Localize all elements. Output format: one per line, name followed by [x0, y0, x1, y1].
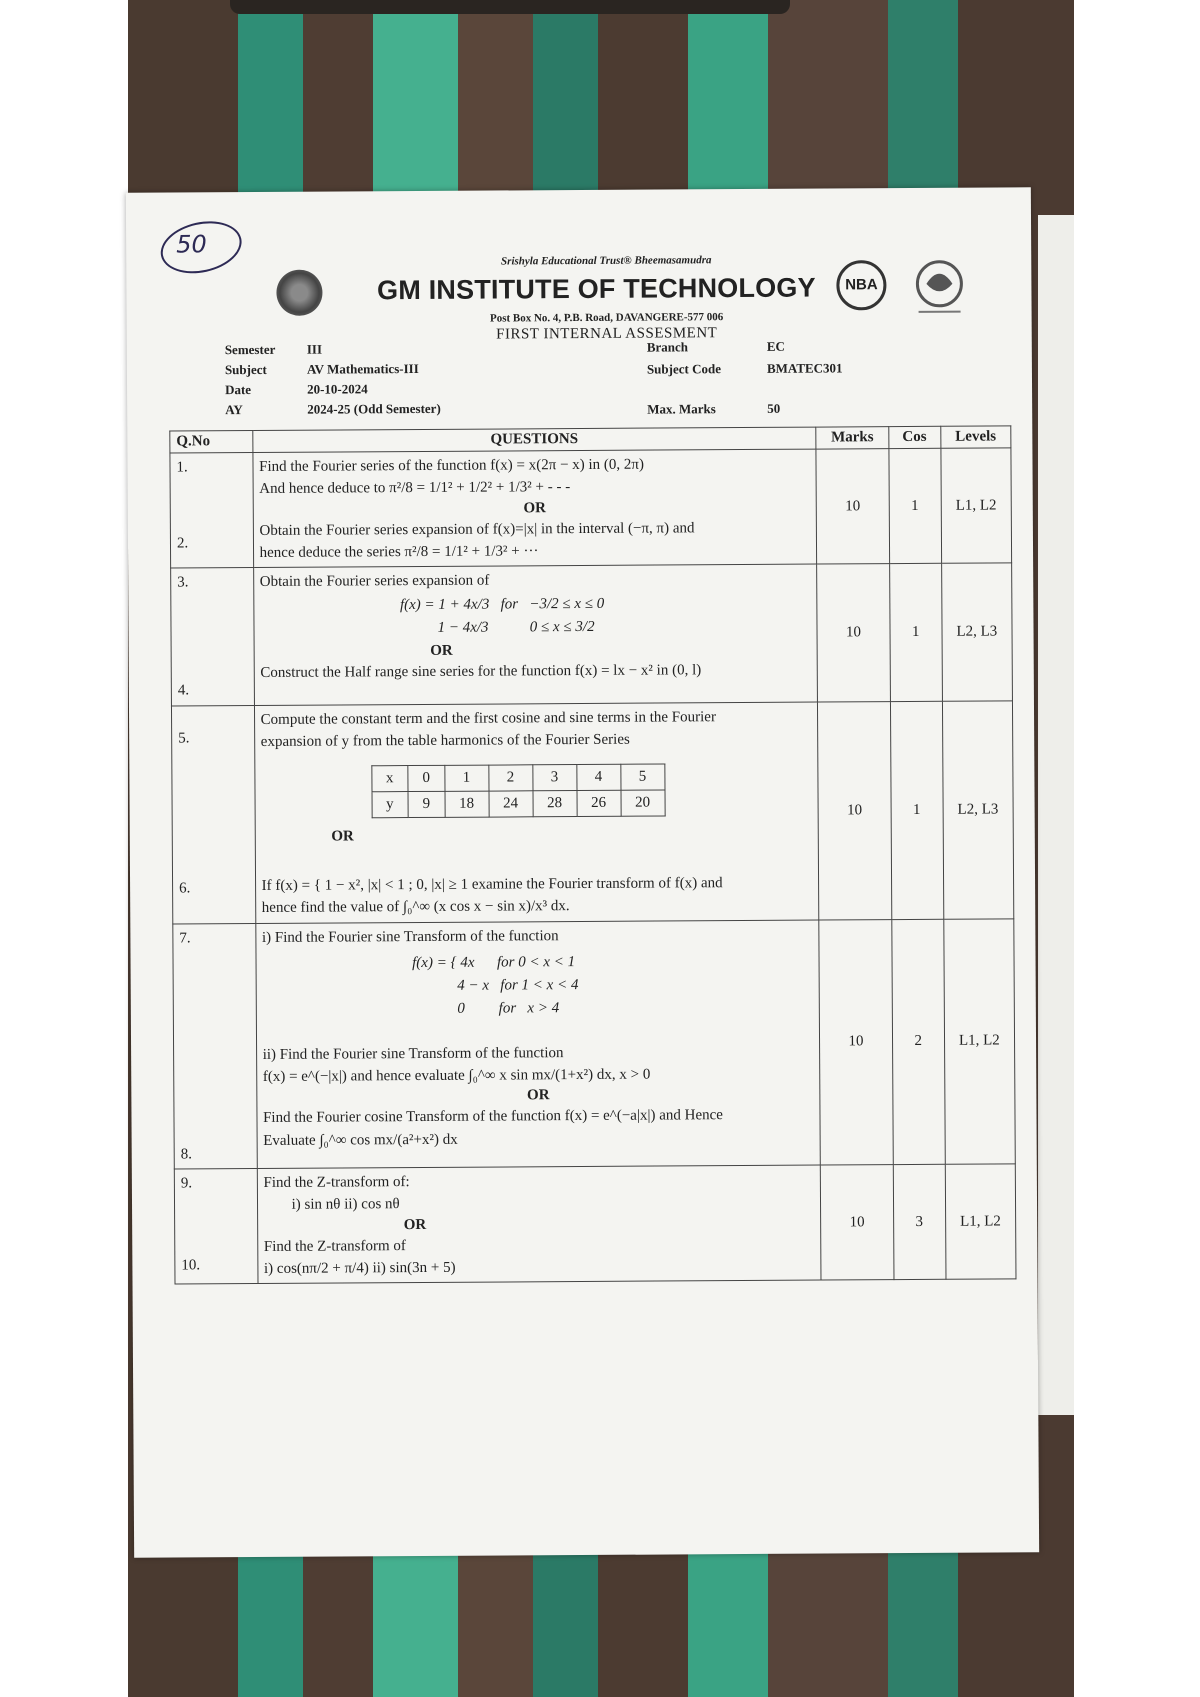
qno-cell: [174, 1168, 257, 1284]
subject-label: Subject: [224, 361, 267, 378]
table-row: [170, 448, 1012, 568]
y-value: 26: [577, 790, 621, 816]
question-text: i) Find the Fourier sine Transform of the function: [261, 927, 559, 946]
question-text: Construct the Half range sine series for the function f(x) = lx − x² in (0, l): [260, 662, 702, 682]
question-number: 3.: [177, 574, 189, 591]
levels-cell: L2, L3: [941, 563, 1012, 701]
question-number: 6.: [179, 880, 191, 897]
levels-cell: L2, L3: [942, 700, 1014, 918]
institute-name: GM INSTITUTE OF TECHNOLOGY: [376, 272, 816, 306]
ay-value: 2024-25 (Odd Semester): [307, 400, 441, 417]
y-value: 28: [533, 791, 577, 817]
or-separator: OR: [331, 828, 354, 845]
cos-cell: 3: [893, 1164, 946, 1279]
subject-value: AV Mathematics-III: [306, 360, 419, 377]
exam-paper: [126, 187, 1039, 1558]
qno-cell: [171, 568, 254, 706]
qno-cell: [171, 705, 255, 924]
question-text: i) cos(nπ/2 + π/4) ii) sin(3n + 5): [263, 1259, 456, 1277]
question-number: 10.: [181, 1257, 201, 1274]
marks-cell: 10: [821, 1165, 894, 1280]
institute-address: Post Box No. 4, P.B. Road, DAVANGERE-577 006: [489, 311, 724, 325]
question-text: Obtain the Fourier series expansion of: [259, 572, 490, 590]
question-number: 8.: [180, 1146, 193, 1163]
piecewise-line: f(x) = { 4x for 0 < x < 1: [412, 953, 576, 971]
marks-cell: 10: [816, 449, 889, 564]
x-value: 2: [488, 765, 532, 791]
branch-label: Branch: [646, 339, 689, 355]
y-value: 9: [408, 791, 445, 817]
affiliation-logo-icon: [906, 254, 972, 320]
question-number: 2.: [176, 535, 189, 552]
x-value: 5: [620, 764, 664, 790]
y-label: y: [372, 792, 409, 818]
subject-code-value: BMATEC301: [766, 360, 843, 376]
levels-cell: L1, L2: [945, 1164, 1016, 1279]
x-value: 4: [576, 764, 620, 790]
branch-value: EC: [766, 338, 785, 354]
question-cell: [254, 702, 819, 923]
cos-header: Cos: [888, 426, 940, 448]
questions-header: QUESTIONS: [252, 427, 816, 452]
marks-cell: 10: [817, 564, 890, 702]
y-value: 20: [621, 790, 665, 816]
or-separator: OR: [403, 1216, 427, 1233]
x-label: x: [371, 766, 408, 792]
or-separator: OR: [523, 499, 546, 516]
table-row: [174, 1164, 1016, 1284]
question-text: And hence deduce to π²/8 = 1/1² + 1/2² + 1/3² + - - -: [259, 479, 571, 498]
or-separator: OR: [430, 643, 453, 660]
max-marks-label: Max. Marks: [647, 401, 716, 417]
question-number: 1.: [176, 459, 188, 476]
marks-cell: 10: [818, 701, 892, 919]
qno-header: Q.No: [170, 431, 253, 454]
table-row: [171, 700, 1013, 923]
levels-cell: L1, L2: [943, 918, 1015, 1164]
qno-cell: [170, 453, 253, 569]
question-number: 9.: [180, 1175, 193, 1192]
question-text: Find the Z-transform of:: [263, 1174, 410, 1191]
exam-title: FIRST INTERNAL ASSESMENT: [496, 325, 718, 343]
question-cell: [253, 564, 818, 705]
table-row: [171, 563, 1013, 706]
question-text: expansion of y from the table harmonics of the Fourier Series: [260, 731, 630, 750]
data-row-y: [372, 790, 665, 818]
questions-table: [169, 425, 1016, 1284]
question-text: Find the Z-transform of: [263, 1237, 406, 1255]
question-text: If f(x) = { 1 − x², |x| < 1 ; 0, |x| ≥ 1 examine the Fourier transform of f(x) and: [261, 875, 723, 894]
question-cell: [252, 449, 816, 567]
question-number: 5.: [178, 729, 190, 746]
question-text: f(x) = e^(−|x|) and hence evaluate ∫₀^∞ x sin mx/(1+x²) dx, x > 0: [262, 1066, 651, 1085]
harmonic-data-table: [371, 763, 665, 818]
cos-cell: 1: [889, 563, 942, 701]
qno-cell: [173, 923, 257, 1169]
table-row: [173, 918, 1015, 1169]
handwritten-mark: 50: [176, 230, 207, 259]
cos-cell: 1: [889, 448, 942, 563]
y-value: 24: [489, 791, 533, 817]
question-text: Evaluate ∫₀^∞ cos mx/(a²+x²) dx: [263, 1131, 458, 1149]
question-text: ii) Find the Fourier sine Transform of the function: [262, 1044, 564, 1063]
question-text: Find the Fourier series of the function f(x) = x(2π − x) in (0, 2π): [259, 456, 645, 475]
data-row-x: [371, 764, 664, 792]
semester-value: III: [306, 341, 323, 357]
trust-name: Srishyla Educational Trust® Bheemasamudra: [500, 254, 712, 268]
question-text: hence find the value of ∫₀^∞ (x cos x − sin x)/x³ dx.: [261, 898, 570, 917]
marks-header: Marks: [816, 427, 889, 449]
date-label: Date: [224, 382, 252, 398]
piecewise-line: 0 for x > 4: [412, 999, 560, 1017]
question-cell: [257, 1165, 821, 1283]
levels-header: Levels: [940, 426, 1010, 448]
piecewise-line: 4 − x for 1 < x < 4: [412, 976, 579, 994]
question-text: i) sin nθ ii) cos nθ: [291, 1196, 400, 1214]
date-value: 20-10-2024: [306, 381, 368, 397]
nba-logo: NBA: [836, 260, 886, 310]
marks-cell: 10: [819, 919, 893, 1165]
question-text: Obtain the Fourier series expansion of f(x)=|x| in the interval (−π, π) and: [259, 519, 695, 539]
max-marks-value: 50: [767, 400, 781, 416]
question-number: 4.: [177, 682, 190, 699]
x-value: 3: [532, 765, 576, 791]
cos-cell: 2: [891, 919, 944, 1165]
cos-cell: 1: [890, 701, 943, 919]
question-text: Find the Fourier cosine Transform of the function f(x) = e^(−a|x|) and Hence: [263, 1107, 723, 1127]
question-cell: [255, 920, 820, 1169]
semester-label: Semester: [224, 341, 276, 358]
second-paper-edge: [1038, 215, 1074, 1415]
piecewise-line: 1 − 4x/3 0 ≤ x ≤ 3/2: [400, 619, 595, 637]
x-value: 1: [444, 765, 488, 791]
question-text: Compute the constant term and the first cosine and sine terms in the Fourier: [260, 708, 716, 728]
piecewise-line: f(x) = 1 + 4x/3 for −3/2 ≤ x ≤ 0: [399, 596, 605, 614]
or-separator: OR: [526, 1087, 550, 1104]
subject-code-label: Subject Code: [646, 361, 722, 377]
ay-label: AY: [225, 402, 243, 418]
y-value: 18: [445, 791, 489, 817]
question-text: hence deduce the series π²/8 = 1/1² + 1/3² + ···: [259, 543, 539, 561]
x-value: 0: [408, 765, 445, 791]
question-number: 7.: [179, 929, 191, 946]
levels-cell: L1, L2: [941, 448, 1012, 563]
photo-object-top: [230, 0, 790, 14]
